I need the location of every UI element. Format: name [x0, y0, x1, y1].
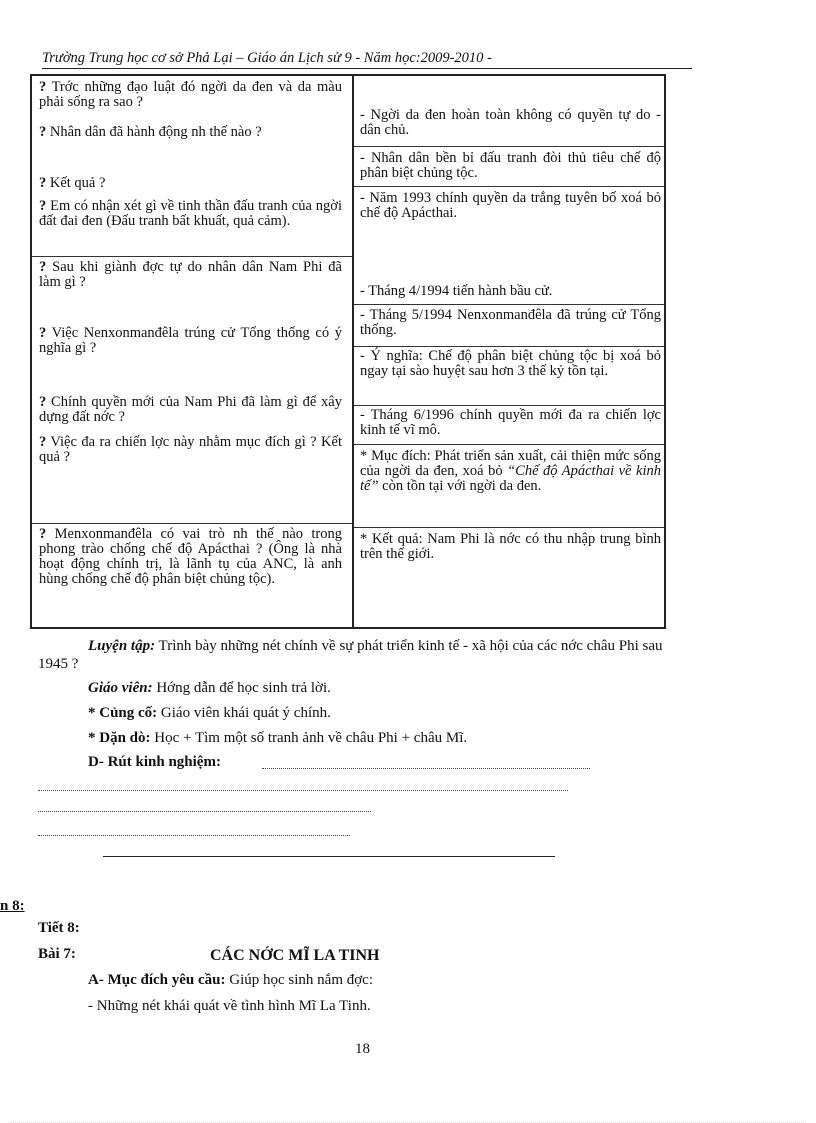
row-divider	[32, 523, 352, 524]
row-divider	[32, 256, 352, 257]
answer-4: - Tháng 4/1994 tiến hành bầu cử.	[360, 283, 553, 299]
answer-2: - Nhân dân bền bỉ đấu tranh đòi thủ tiêu chế độ phân biệt chủng tộc.	[360, 150, 661, 181]
question-4: ? Em có nhận xét gì về tinh thần đấu tranh của ngời đất đai đen (Đấu tranh bất khuất, quả cảm).	[39, 198, 342, 229]
dotted-line	[262, 768, 590, 769]
page-number: 18	[355, 1041, 370, 1057]
answer-9: * Kết quả: Nam Phi là nớc có thu nhập trung bình trên thế giới.	[360, 531, 661, 562]
question-6: ? Việc Nenxonmanđêla trúng cử Tổng thống có ý nghĩa gì ?	[39, 325, 342, 356]
homework-paragraph: * Dặn dò: Học + Tìm một số tranh ảnh về châu Phi + châu Mĩ.	[88, 730, 468, 746]
lesson-table	[30, 74, 666, 629]
row-divider	[354, 346, 664, 347]
answer-3: - Năm 1993 chính quyền da trắng tuyên bố xoá bỏ chế độ Apácthai.	[360, 190, 661, 221]
dotted-line	[38, 835, 350, 836]
question-3: ? Kết quả ?	[39, 175, 106, 191]
section-divider	[103, 856, 555, 857]
question-8: ? Việc đa ra chiến lợc này nhằm mục đích gì ? Kết quả ?	[39, 434, 342, 465]
objective-paragraph: A- Mục đích yêu cầu: Giúp học sinh nắm đợc:	[88, 972, 373, 988]
column-divider	[352, 76, 354, 627]
page-header: Trường Trung học cơ sở Phả Lại – Giáo án Lịch sử 9 - Năm học:2009-2010 -	[42, 50, 692, 69]
answer-8: * Mục đích: Phát triển sản xuất, cải thiện mức sống của ngời da đen, xoá bỏ “Chế độ Apácthai về kinh tế” còn tồn tại với ngời da đen.	[360, 448, 661, 494]
row-divider	[354, 146, 664, 147]
row-divider	[354, 527, 664, 528]
row-divider	[354, 186, 664, 187]
answer-7: - Tháng 6/1996 chính quyền mới đa ra chiến lợc kinh tế vĩ mô.	[360, 407, 661, 438]
dotted-line	[38, 790, 568, 791]
row-divider	[354, 444, 664, 445]
question-7: ? Chính quyền mới của Nam Phi đã làm gì để xây dựng đất nớc ?	[39, 394, 342, 425]
lesson-title: CÁC NỚC MĨ LA TINH	[210, 947, 380, 964]
lesson-period: Tiết 8:	[38, 920, 80, 936]
answer-1: - Ngời da đen hoàn toàn không có quyền tự do - dân chủ.	[360, 107, 661, 138]
row-divider	[354, 405, 664, 406]
row-divider	[354, 304, 664, 305]
answer-6: - Ý nghĩa: Chế độ phân biệt chủng tộc bị xoá bỏ ngay tại sào huyệt sau hơn 3 thế kỷ tồn tại.	[360, 348, 661, 379]
week-label: n 8:	[0, 898, 25, 914]
experience-heading: D- Rút kinh nghiệm:	[88, 754, 221, 770]
lesson-number: Bài 7:	[38, 946, 76, 962]
question-1: ? Trớc những đạo luật đó ngời da đen và da màu phải sống ra sao ?	[39, 79, 342, 110]
question-5: ? Sau khi giành đợc tự do nhân dân Nam Phi đã làm gì ?	[39, 259, 342, 290]
answer-5: - Tháng 5/1994 Nenxonmanđêla đã trúng cử Tổng thống.	[360, 307, 661, 338]
consolidate-paragraph: * Củng cố: Giáo viên khái quát ý chính.	[88, 705, 331, 721]
dotted-line	[38, 811, 371, 812]
question-2: ? Nhân dân đã hành động nh thế nào ?	[39, 124, 262, 140]
teacher-paragraph: Giáo viên: Hớng dẫn để học sinh trả lời.	[88, 680, 331, 696]
objective-item: - Những nét khái quát về tình hình Mĩ La Tinh.	[88, 998, 371, 1014]
question-9: ? Menxonmanđêla có vai trò nh thế nào trong phong trào chống chế độ Apácthai ? (Ông là nhà hoạt động chính trị, là lãnh tụ của ANC, là anh hùng chống chế độ phân biệt chủng tộc).	[39, 526, 342, 587]
practice-paragraph: Luyện tập: Trình bày những nét chính về sự phát triển kinh tế - xã hội của các nớc châu Phi sau 1945 ?	[38, 638, 663, 672]
